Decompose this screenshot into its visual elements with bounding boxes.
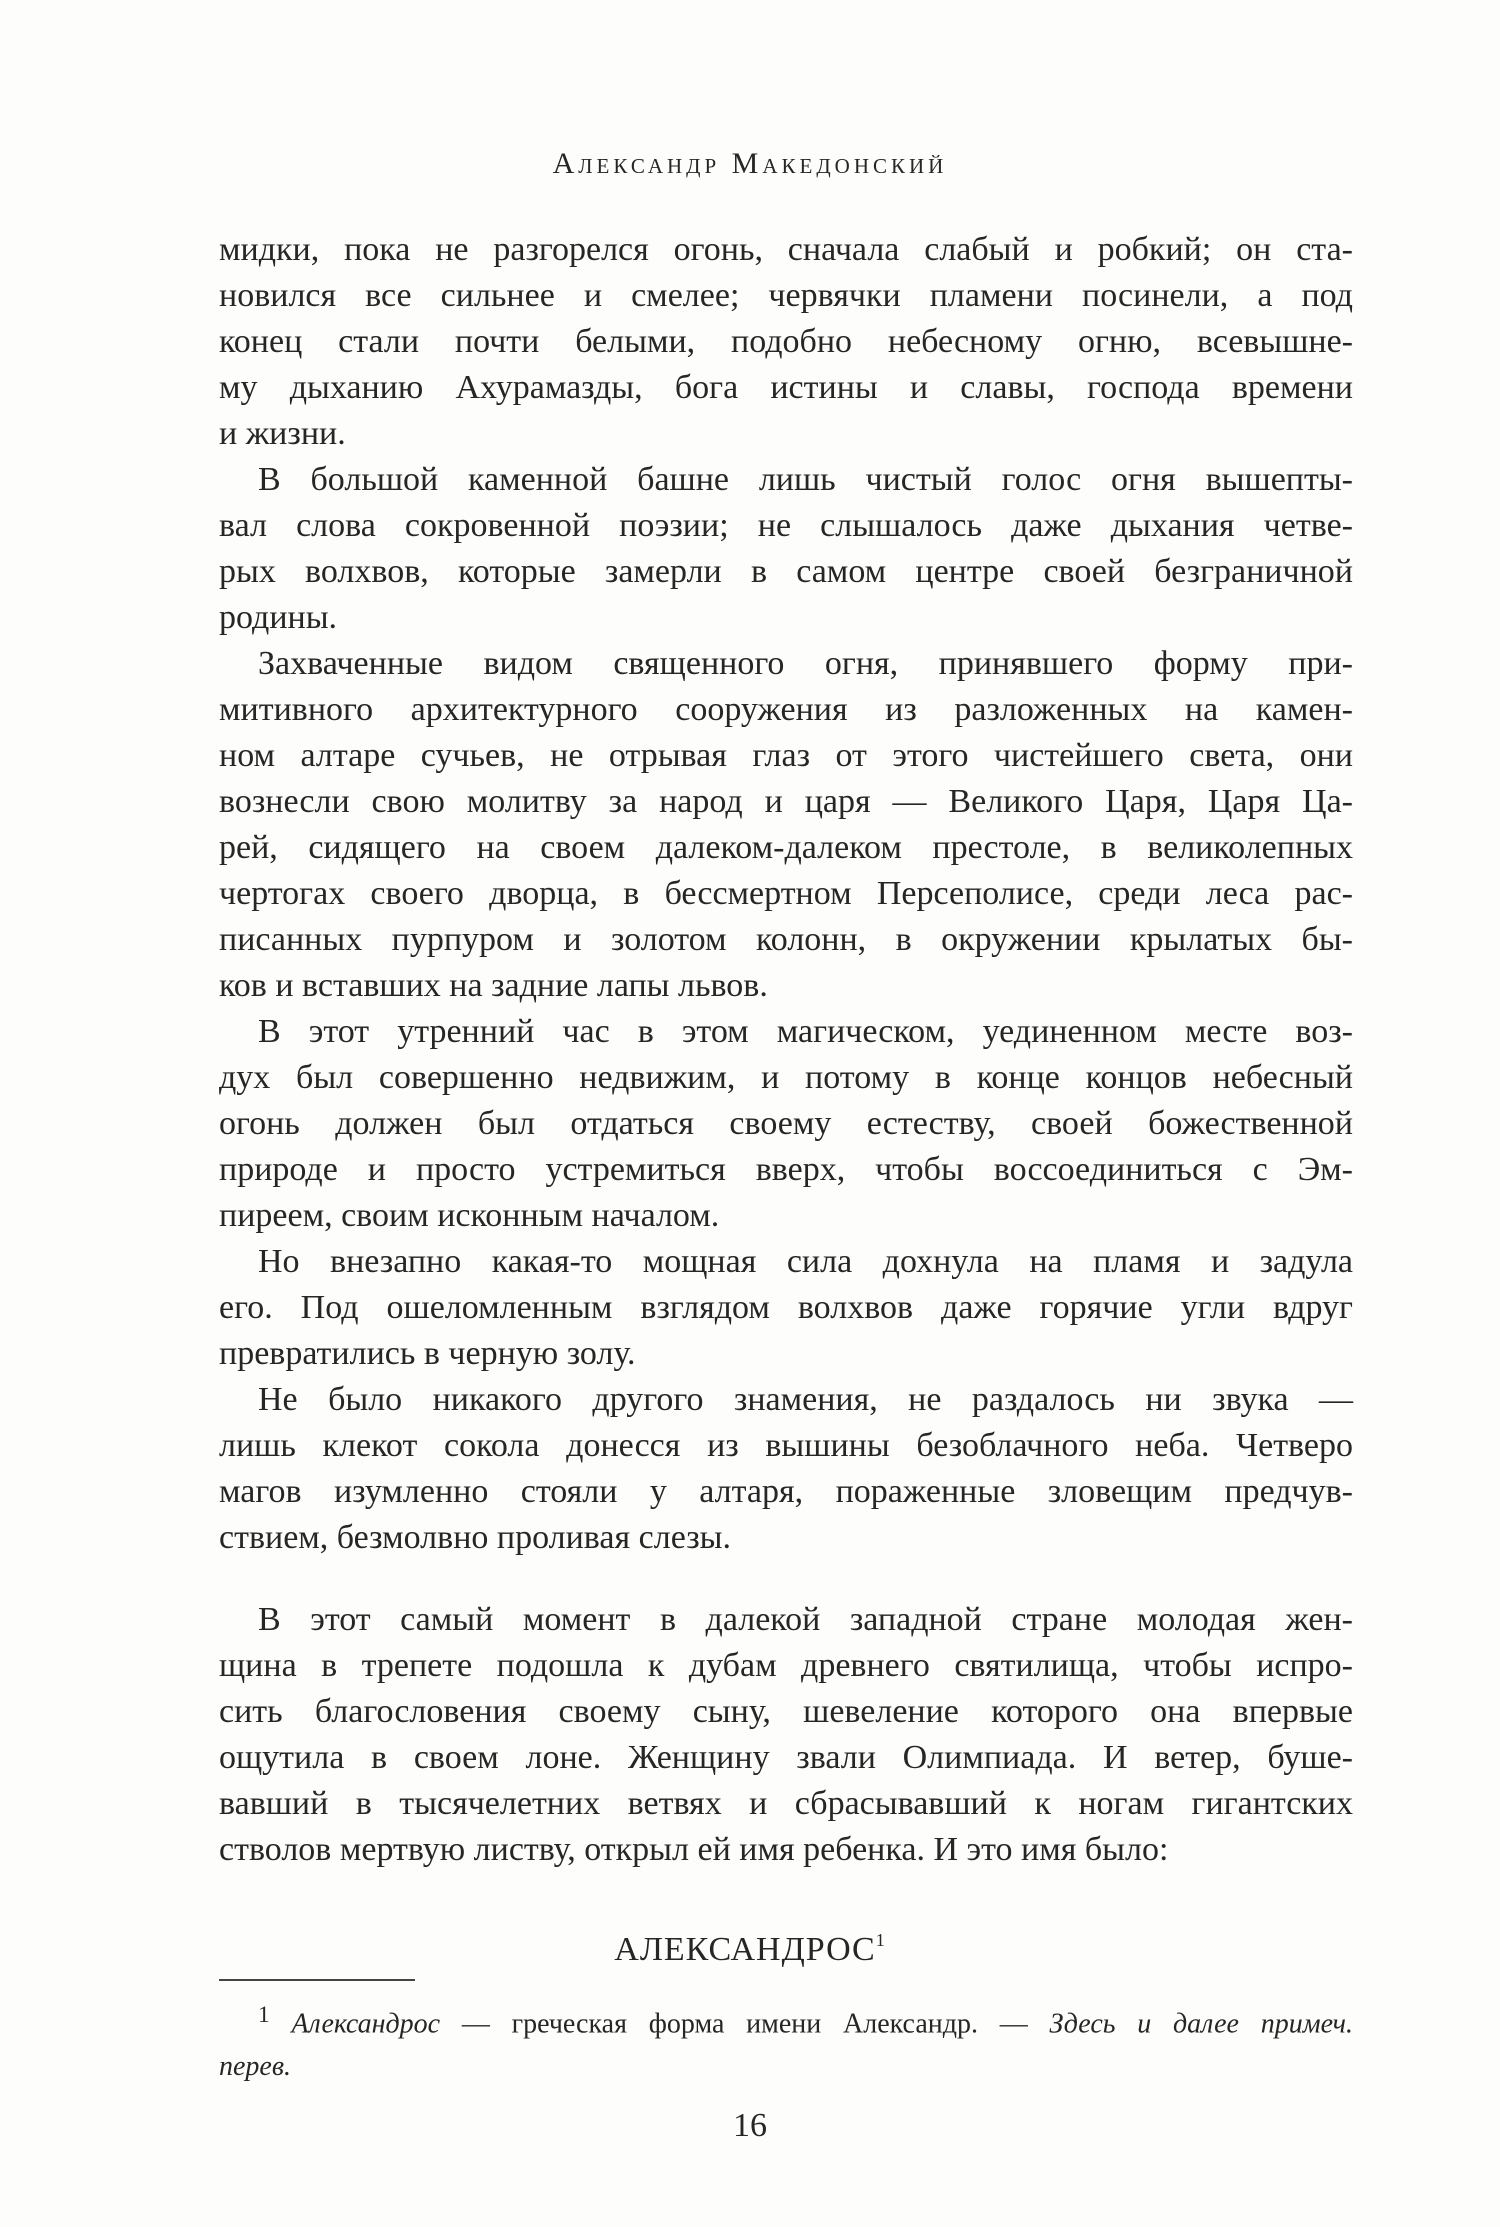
text-line: В этот самый момент в далекой западной стране молодая жен- (258, 1601, 1353, 1638)
text-line: пиреем, своим исконным началом. (219, 1197, 720, 1234)
text-line: природе и просто устремиться вверх, чтобы воссоединиться с Эм- (219, 1151, 1353, 1188)
text-line: митивного архитектурного сооружения из разложенных на камен- (219, 691, 1353, 728)
text-line: огонь должен был отдаться своему естеству, своей божественной (219, 1105, 1353, 1142)
name-heading-text: АЛЕКСАНДРОС (614, 1931, 876, 1968)
text-line: конец стали почти белыми, подобно небесному огню, всевышне- (219, 323, 1353, 360)
text-line: сить благословения своему сыну, шевеление которого она впервые (219, 1693, 1353, 1730)
footnote-term: Александрос (291, 2008, 441, 2040)
footnote (219, 1994, 1353, 2088)
closing-paragraph (219, 1597, 1353, 1873)
text-line: Захваченные видом священного огня, принявшего форму при- (258, 645, 1353, 682)
text-line: новился все сильнее и смелее; червячки пламени посинели, а под (219, 277, 1353, 314)
text-line: родины. (219, 599, 338, 636)
text-line: рей, сидящего на своем далеком-далеком престоле, в великолепных (219, 829, 1353, 866)
text-line: мидки, пока не разгорелся огонь, сначала слабый и робкий; он ста- (219, 231, 1353, 268)
page-number: 16 (733, 2107, 767, 2144)
text-line: его. Под ошеломленным взглядом волхвов даже горячие угли вдруг (219, 1289, 1353, 1326)
text-line: ствием, безмолвно проливая слезы. (219, 1519, 731, 1556)
text-line: писанных пурпуром и золотом колонн, в окружении крылатых бы- (219, 921, 1353, 958)
name-heading (0, 1916, 1500, 1974)
main-text-block (219, 227, 1353, 1561)
text-line: Но внезапно какая-то мощная сила дохнула на пламя и задула (258, 1243, 1353, 1280)
text-line: лишь клекот сокола донесся из вышины безоблачного неба. Четверо (219, 1427, 1353, 1464)
footnote-line-2 (219, 2045, 1353, 2088)
footnote-line-1 (219, 1994, 1353, 2045)
footnote-note-end: перев. (219, 2051, 292, 2083)
footnote-dash: — (977, 2008, 1050, 2040)
text-line: щина в трепете подошла к дубам древнего святилища, чтобы испро- (219, 1647, 1353, 1684)
text-line: вавший в тысячелетних ветвях и сбрасывавший к ногам гигантских (219, 1785, 1353, 1822)
text-line: му дыханию Ахурамазды, бога истины и славы, господа времени (219, 369, 1353, 406)
text-line: дух был совершенно недвижим, и потому в конце концов небесный (219, 1059, 1353, 1096)
footnote-dash: — (440, 2008, 512, 2040)
text-line: ощутила в своем лоне. Женщину звали Олимпиада. И ветер, буше- (219, 1739, 1353, 1776)
text-line: магов изумленно стояли у алтаря, пораженные зловещим предчув- (219, 1473, 1353, 1510)
text-line: чертогах своего дворца, в бессмертном Персеполисе, среди леса рас- (219, 875, 1353, 912)
text-line: превратились в черную золу. (219, 1335, 636, 1372)
footnote-body: греческая форма имени Александр. (511, 2008, 978, 2040)
text-line: В этот утренний час в этом магическом, уединенном месте воз- (258, 1013, 1353, 1050)
text-line: В большой каменной башне лишь чистый голос огня вышепты- (258, 461, 1353, 498)
footnote-mark: 1 (258, 2002, 270, 2028)
text-line: ков и вставших на задние лапы львов. (219, 967, 768, 1004)
text-line: вознесли свою молитву за народ и царя — Великого Царя, Царя Ца- (219, 783, 1353, 820)
footnote-reference: 1 (875, 1930, 886, 1950)
text-line: ном алтаре сучьев, не отрывая глаз от этого чистейшего света, они (219, 737, 1353, 774)
footnote-note: Здесь и далее примеч. (1049, 2008, 1353, 2040)
text-line: Не было никакого другого знамения, не раздалось ни звука — (258, 1381, 1353, 1418)
text-line: рых волхвов, которые замерли в самом центре своей безграничной (219, 553, 1353, 590)
text-line: и жизни. (219, 415, 346, 452)
footnote-divider (219, 1979, 415, 1981)
text-line: стволов мертвую листву, открыл ей имя ребенка. И это имя было: (219, 1831, 1169, 1868)
running-head: Александр Македонский (552, 147, 948, 180)
text-line: вал слова сокровенной поэзии; не слышалось даже дыхания четве- (219, 507, 1353, 544)
